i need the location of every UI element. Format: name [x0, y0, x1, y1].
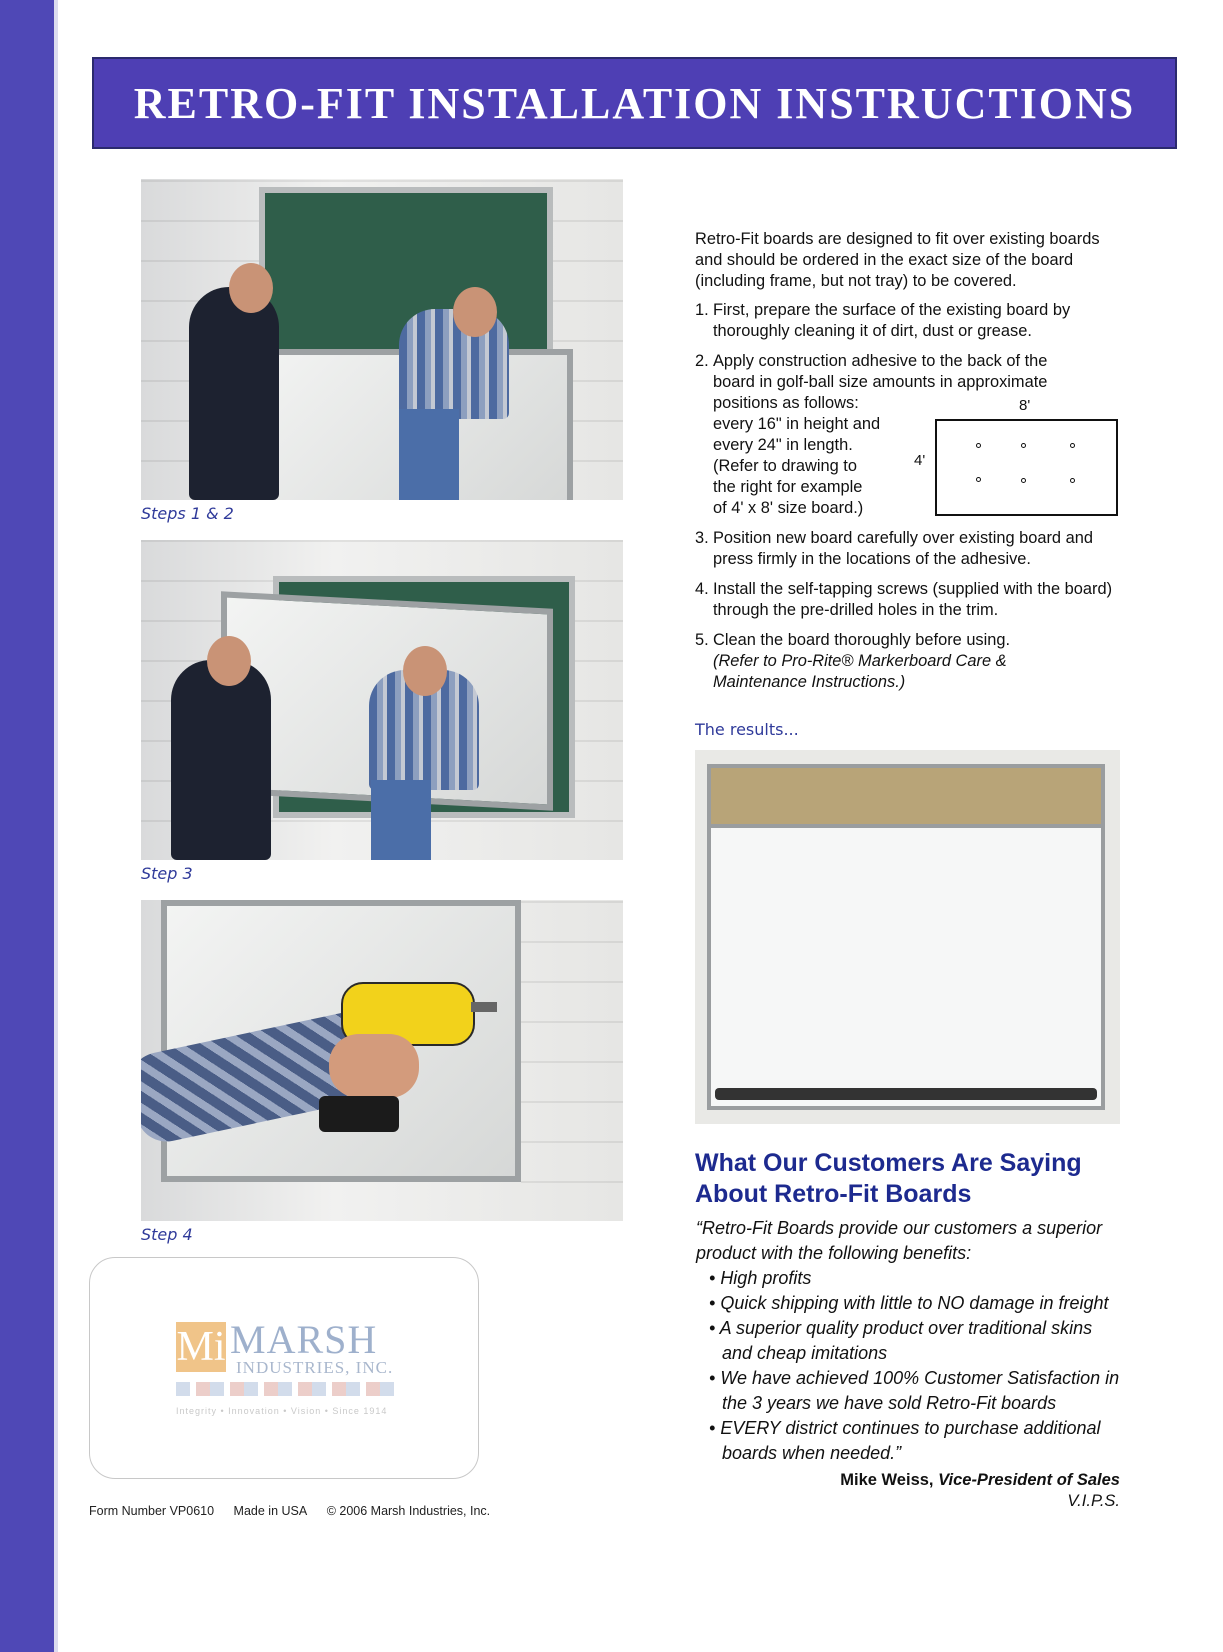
worker-right-jeans [399, 409, 459, 500]
step-3 [695, 528, 1125, 570]
benefit-item: • A superior quality product over traditional skins and cheap imitations [709, 1316, 1126, 1366]
adhesive-dot [976, 477, 981, 482]
step-line: positions as follows: [713, 394, 859, 412]
signature-name: Mike Weiss, [840, 1471, 934, 1489]
cork-strip [711, 768, 1101, 828]
drill-bit [471, 1002, 497, 1012]
step-text: Install the self-tapping screws (supplied with the board) through the pre-drilled holes in the trim. [713, 580, 1113, 619]
logo-box [89, 1257, 479, 1479]
photo-steps-1-2 [141, 179, 623, 500]
step-text: First, prepare the surface of the existing board by thoroughly cleaning it of dirt, dust or grease. [713, 301, 1071, 340]
left-side-bar [0, 0, 54, 1652]
benefit-item: • EVERY district continues to purchase additional boards when needed.” [709, 1416, 1126, 1466]
worker-left-head [207, 636, 251, 686]
step-number: 5. [695, 631, 709, 649]
step-line: of 4' x 8' size board.) [713, 499, 864, 517]
marker-tray [715, 1088, 1097, 1100]
caption-step-3: Step 3 [141, 864, 193, 883]
worker-right-jeans [371, 780, 431, 860]
footer [89, 1504, 506, 1518]
step-text: Position new board carefully over existing board and press firmly in the locations of the adhesive. [713, 529, 1093, 568]
worker-hand [329, 1034, 419, 1098]
benefit-item: • High profits [709, 1266, 1126, 1291]
quote-intro: “Retro-Fit Boards provide our customers a superior product with the following benefits: [696, 1218, 1103, 1263]
title-banner [92, 57, 1177, 149]
worker-right-head [403, 646, 447, 696]
signature-org: V.I.P.S. [1067, 1492, 1120, 1510]
intro-paragraph: Retro-Fit boards are designed to fit over existing boards and should be ordered in the exact size of the board (including frame, but not tray) to be covered. [695, 230, 1100, 290]
brick-texture [521, 900, 623, 1221]
benefit-item: • Quick shipping with little to NO damage in freight [709, 1291, 1126, 1316]
made-in: Made in USA [233, 1504, 308, 1518]
photo-step-3 [141, 540, 623, 860]
step-text [713, 630, 1125, 693]
diagram-height-label: 4' [914, 452, 926, 469]
photo-step-4 [141, 900, 623, 1221]
photo-results [695, 750, 1120, 1124]
heading-line: About Retro-Fit Boards [695, 1180, 972, 1208]
caption-step-4: Step 4 [141, 1225, 193, 1244]
step-1 [695, 300, 1125, 342]
worker-left [171, 660, 271, 860]
step-line: (Refer to drawing to [713, 457, 857, 475]
adhesive-dot [1070, 478, 1075, 483]
diagram-width-label: 8' [1019, 397, 1031, 414]
worker-left [189, 287, 279, 500]
adhesive-diagram [935, 419, 1118, 516]
step-number: 4. [695, 580, 709, 598]
adhesive-dot [976, 443, 981, 448]
step-line: the right for example [713, 478, 863, 496]
copyright: © 2006 Marsh Industries, Inc. [326, 1504, 491, 1518]
left-side-edge [54, 0, 58, 1652]
step-number: 1. [695, 301, 709, 319]
step-number: 3. [695, 529, 709, 547]
adhesive-dot [1021, 478, 1026, 483]
worker-right-head [453, 287, 497, 337]
step-line: every 16" in height and [713, 415, 881, 433]
logo-flag-graphic [176, 1382, 396, 1396]
drill-battery [319, 1096, 399, 1132]
logo-subtitle: INDUSTRIES, INC. [236, 1358, 394, 1377]
finished-board [707, 764, 1105, 1110]
step-line: Apply construction adhesive to the back of the [713, 352, 1048, 370]
customers-heading [695, 1148, 1125, 1210]
logo-name: MARSH [230, 1317, 378, 1362]
worker-left-head [229, 263, 273, 313]
step-4 [695, 579, 1125, 621]
customer-quote [696, 1216, 1126, 1466]
adhesive-dot [1070, 443, 1075, 448]
results-caption: The results... [695, 720, 799, 739]
logo-tagline: Integrity • Innovation • Vision • Since 1914 [176, 1406, 388, 1416]
signature-title: Vice-President of Sales [938, 1471, 1120, 1489]
step-line: board in golf-ball size amounts in approximate [713, 373, 1048, 391]
step-5 [695, 630, 1125, 693]
step-line: every 24" in length. [713, 436, 853, 454]
benefits-list [696, 1266, 1126, 1466]
logo-mark: Mi [176, 1324, 226, 1370]
heading-line: What Our Customers Are Saying [695, 1149, 1082, 1177]
benefit-item: • We have achieved 100% Customer Satisfaction in the 3 years we have sold Retro-Fit boards [709, 1366, 1126, 1416]
page-title: RETRO-FIT INSTALLATION INSTRUCTIONS [133, 78, 1136, 128]
caption-steps-1-2: Steps 1 & 2 [141, 504, 234, 523]
adhesive-dot [1021, 443, 1026, 448]
step-number: 2. [695, 352, 709, 370]
form-number: Form Number VP0610 [89, 1504, 215, 1518]
step-note: (Refer to Pro-Rite® Markerboard Care & Maintenance Instructions.) [713, 652, 1007, 691]
step-line: Clean the board thoroughly before using. [713, 631, 1011, 649]
signature [840, 1471, 1120, 1490]
